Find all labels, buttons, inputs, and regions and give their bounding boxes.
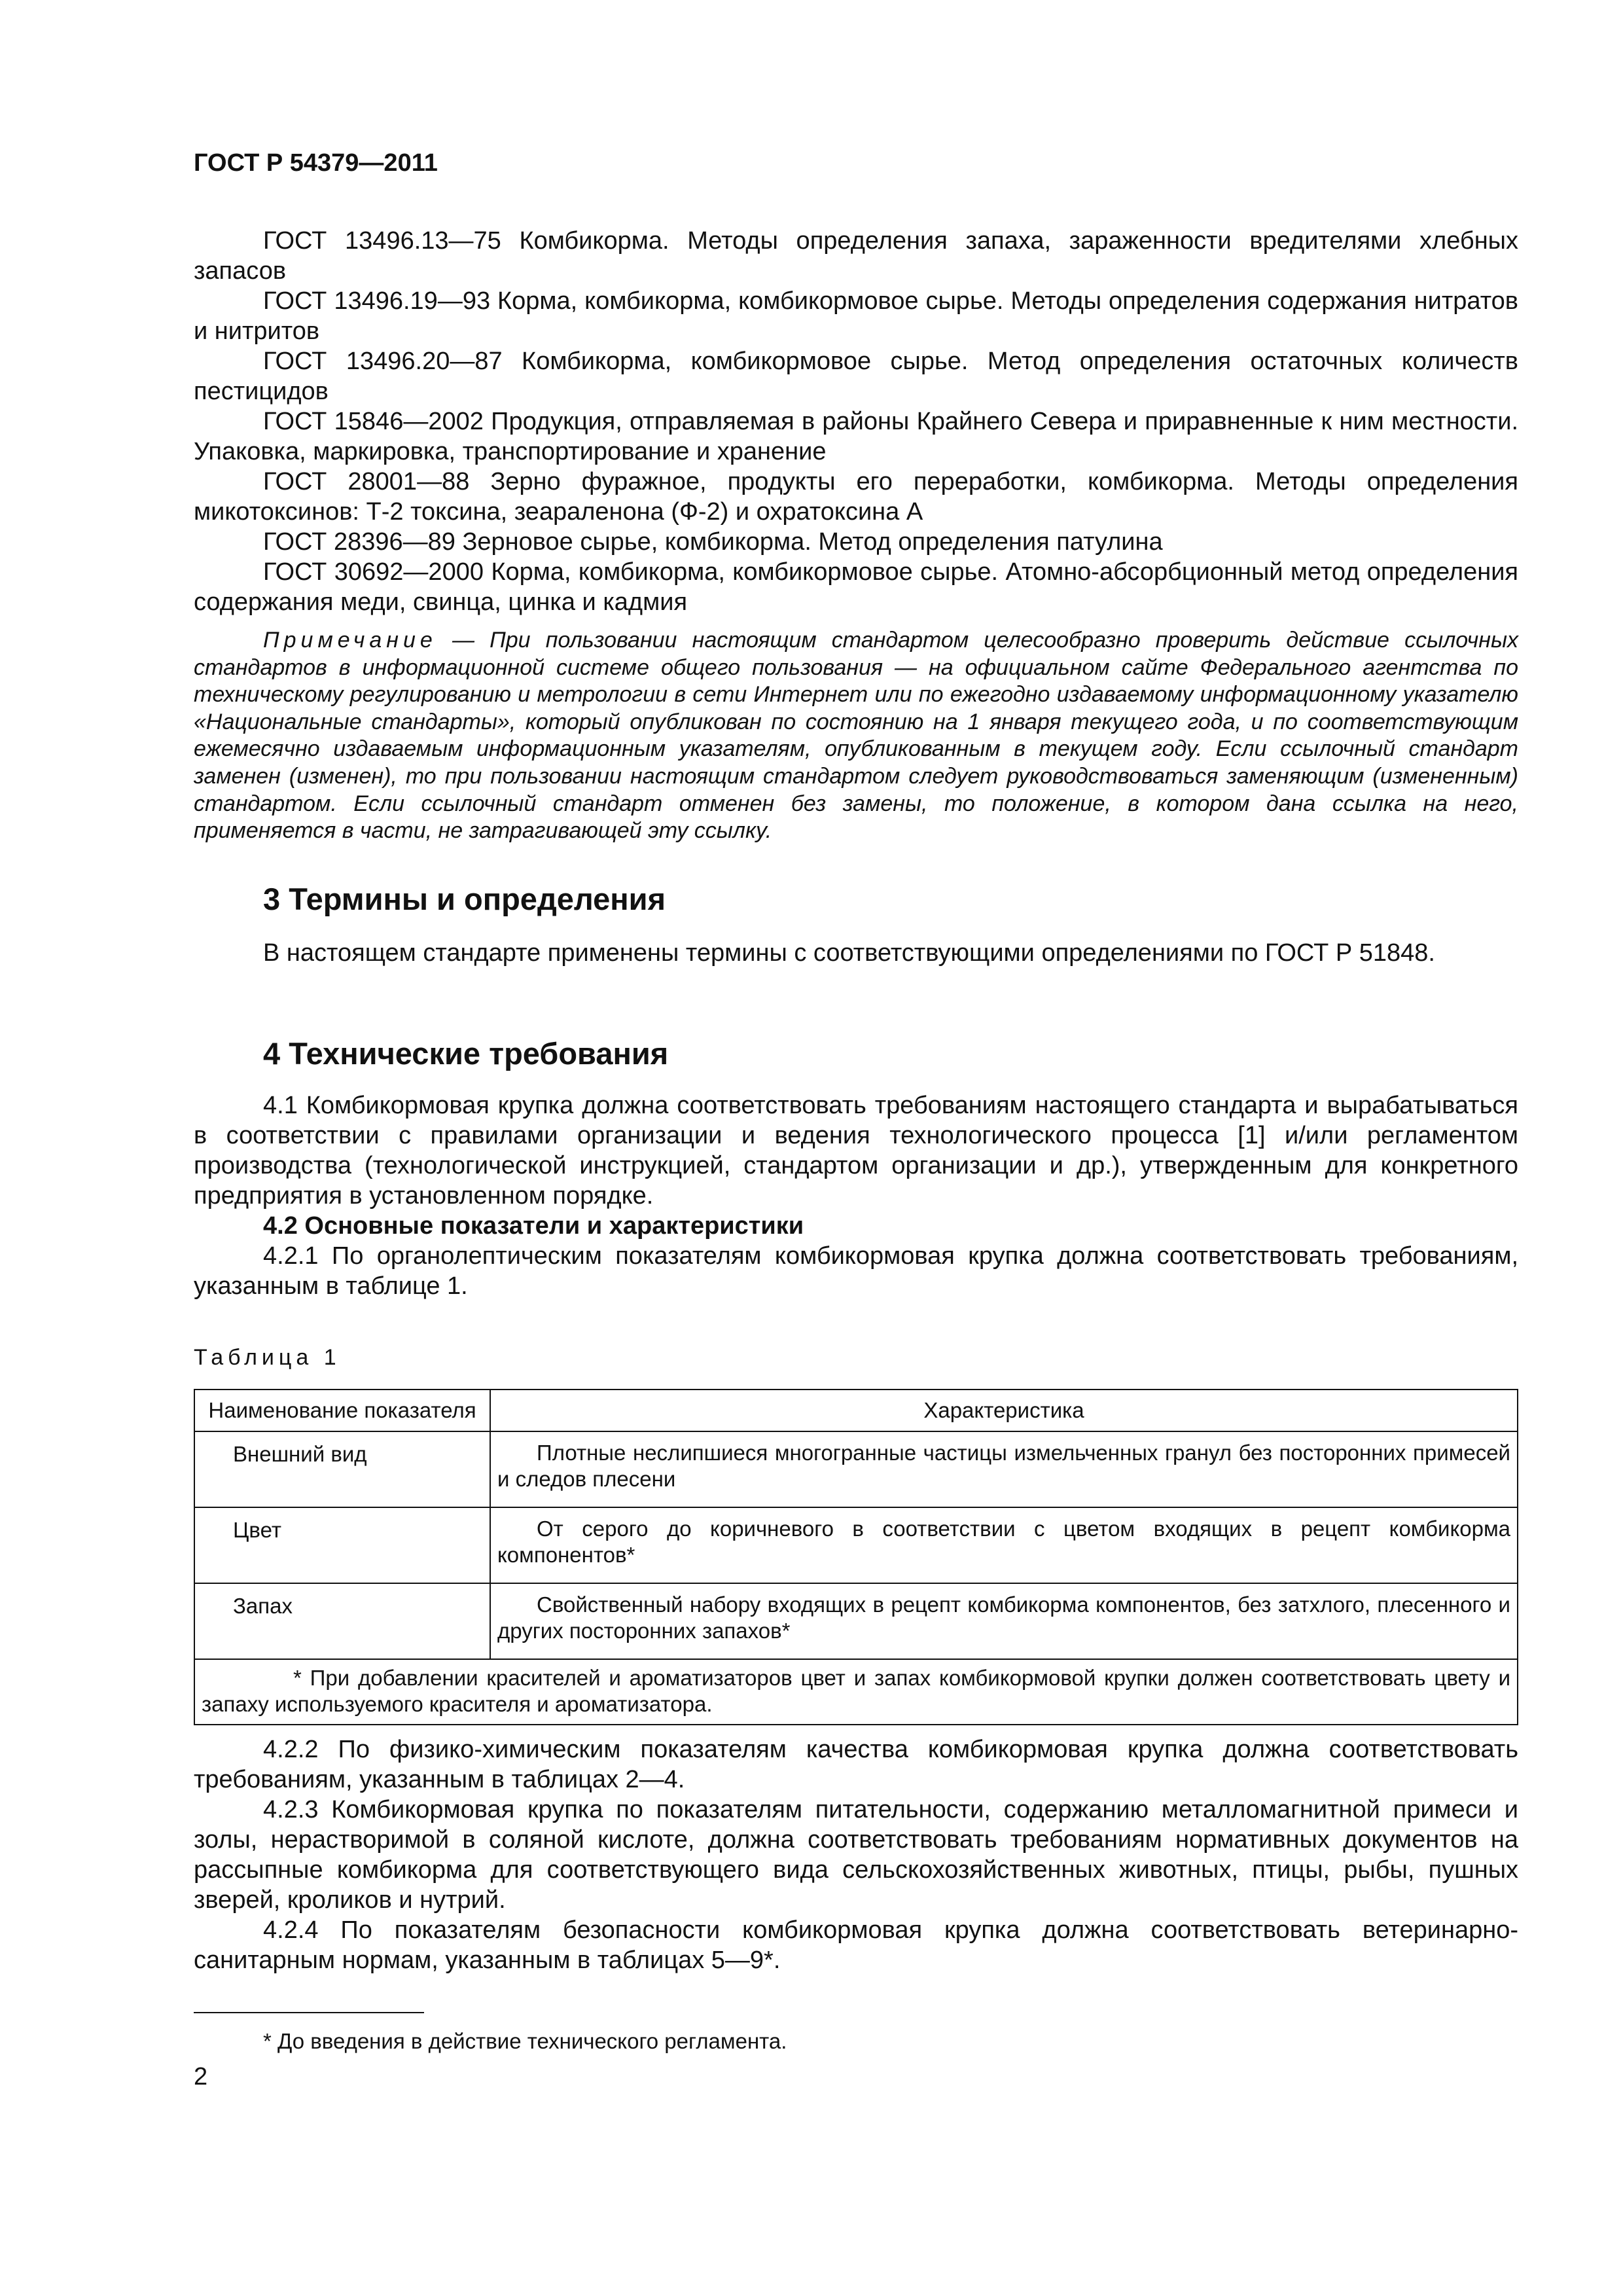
table-cell-indicator: Запах (194, 1583, 490, 1659)
table-footnote-row (194, 1659, 1518, 1725)
table-1 (194, 1389, 1518, 1725)
reference-item: ГОСТ 13496.20—87 Комбикорма, комбикормовое сырье. Метод определения остаточных количеств пестицидов (194, 348, 1518, 405)
section-3-text: В настоящем стандарте применены термины с соответствующими определениями по ГОСТ Р 51848. (263, 939, 1435, 967)
table-footnote: * При добавлении красителей и ароматизаторов цвет и запах комбикормовой крупки должен соответствовать цвету и запаху используемого красителя и ароматизатора. (194, 1659, 1518, 1725)
normative-references (194, 226, 1518, 617)
reference-item: ГОСТ 13496.19—93 Корма, комбикорма, комбикормовое сырье. Методы определения содержания нитратов и нитритов (194, 287, 1518, 345)
section-3-body (194, 938, 1518, 968)
clause-4-2-3: 4.2.3 Комбикормовая крупка по показателям питательности, содержанию металломагнитной примеси и золы, нерастворимой в соляной кислоте, должна соответствовать требованиям нормативных документов на рассыпные комбикорма для соответствующего вида сельскохозяйственных животных, птицы, рыбы, пушных зверей, кроликов и нутрий. (194, 1796, 1518, 1914)
clauses-after-table (194, 1734, 1518, 1975)
reference-item: ГОСТ 15846—2002 Продукция, отправляемая в районы Крайнего Севера и приравненные к ним местности. Упаковка, маркировка, транспортирование и хранение (194, 408, 1518, 465)
page-number: 2 (194, 2063, 208, 2090)
reference-item: ГОСТ 28396—89 Зерновое сырье, комбикорма. Метод определения патулина (263, 528, 1163, 556)
table-header-cell: Наименование показателя (194, 1390, 490, 1431)
clause-4-2-1: 4.2.1 По органолептическим показателям комбикормовая крупка должна соответствовать требованиям, указанным в таблице 1. (194, 1242, 1518, 1300)
clause-4-2-4: 4.2.4 По показателям безопасности комбикормовая крупка должна соответствовать ветеринарно-санитарным нормам, указанным в таблицах 5—9*. (194, 1916, 1518, 1974)
table-cell-indicator: Внешний вид (194, 1431, 490, 1507)
table-cell-characteristic: Свойственный набору входящих в рецепт комбикорма компонентов, без затхлого, плесенного и других посторонних запахов* (490, 1583, 1518, 1659)
reference-item: ГОСТ 30692—2000 Корма, комбикорма, комбикормовое сырье. Атомно-абсорбционный метод определения содержания меди, свинца, цинка и кадмия (194, 558, 1518, 616)
document-code-header: ГОСТ Р 54379—2011 (194, 149, 438, 177)
table-cell-characteristic: Плотные неслипшиеся многогранные частицы измельченных гранул без посторонних примесей и следов плесени (490, 1431, 1518, 1507)
reference-item: ГОСТ 28001—88 Зерно фуражное, продукты его переработки, комбикорма. Методы определения микотоксинов: Т-2 токсина, зеараленона (Ф-2) и охратоксина А (194, 468, 1518, 526)
table-header-cell: Характеристика (490, 1390, 1518, 1431)
table-row (194, 1507, 1518, 1583)
section-4-title: 4 Технические требования (263, 1036, 669, 1071)
section-3-title: 3 Термины и определения (263, 882, 666, 916)
clause-4-2-2: 4.2.2 По физико-химическим показателям качества комбикормовая крупка должна соответствовать требованиям, указанным в таблицах 2—4. (194, 1736, 1518, 1793)
footnote-separator (194, 2012, 424, 2013)
table-row (194, 1431, 1518, 1507)
table-1-caption: Таблица 1 (194, 1345, 341, 1370)
table-row (194, 1583, 1518, 1659)
table-header-row (194, 1390, 1518, 1431)
note-text: — При пользовании настоящим стандартом целесообразно проверить действие ссылочных стандартов в информационной системе общего пользования — на официальном сайте Федерального агентства по техническому регулированию и метрологии в сети Интернет или по ежегодно издаваемому информационному указателю «Национальные стандарты», который опубликован по состоянию на 1 января текущего года, и по соответствующим ежемесячно издаваемым информационным указателям, опубликованным в текущем году. Если ссылочный стандарт заменен (изменен), то при пользовании настоящим стандартом следует руководствоваться заменяющим (измененным) стандартом. Если ссылочный стандарт отменен без замены, то положение, в котором дана ссылка на него, применяется в части, не затрагивающей эту ссылку. (194, 628, 1518, 844)
section-4-body (194, 1090, 1518, 1301)
clause-4-1: 4.1 Комбикормовая крупка должна соответствовать требованиям настоящего стандарта и вырабатываться в соответствии с правилами организации и ведения технологического процесса [1] и/или регламентом производства (технологической инструкцией, стандартом организации и др.), утвержденным для конкретного предприятия в установленном порядке. (194, 1092, 1518, 1210)
table-cell-characteristic: От серого до коричневого в соответствии с цветом входящих в рецепт комбикорма компонентов* (490, 1507, 1518, 1583)
references-note (194, 627, 1518, 845)
reference-item: ГОСТ 13496.13—75 Комбикорма. Методы определения запаха, зараженности вредителями хлебных запасов (194, 227, 1518, 285)
clause-4-2-heading: 4.2 Основные показатели и характеристики (263, 1212, 804, 1240)
page-footnote: * До введения в действие технического регламента. (263, 2029, 787, 2053)
table-cell-indicator: Цвет (194, 1507, 490, 1583)
note-label: Примечание (263, 628, 437, 653)
